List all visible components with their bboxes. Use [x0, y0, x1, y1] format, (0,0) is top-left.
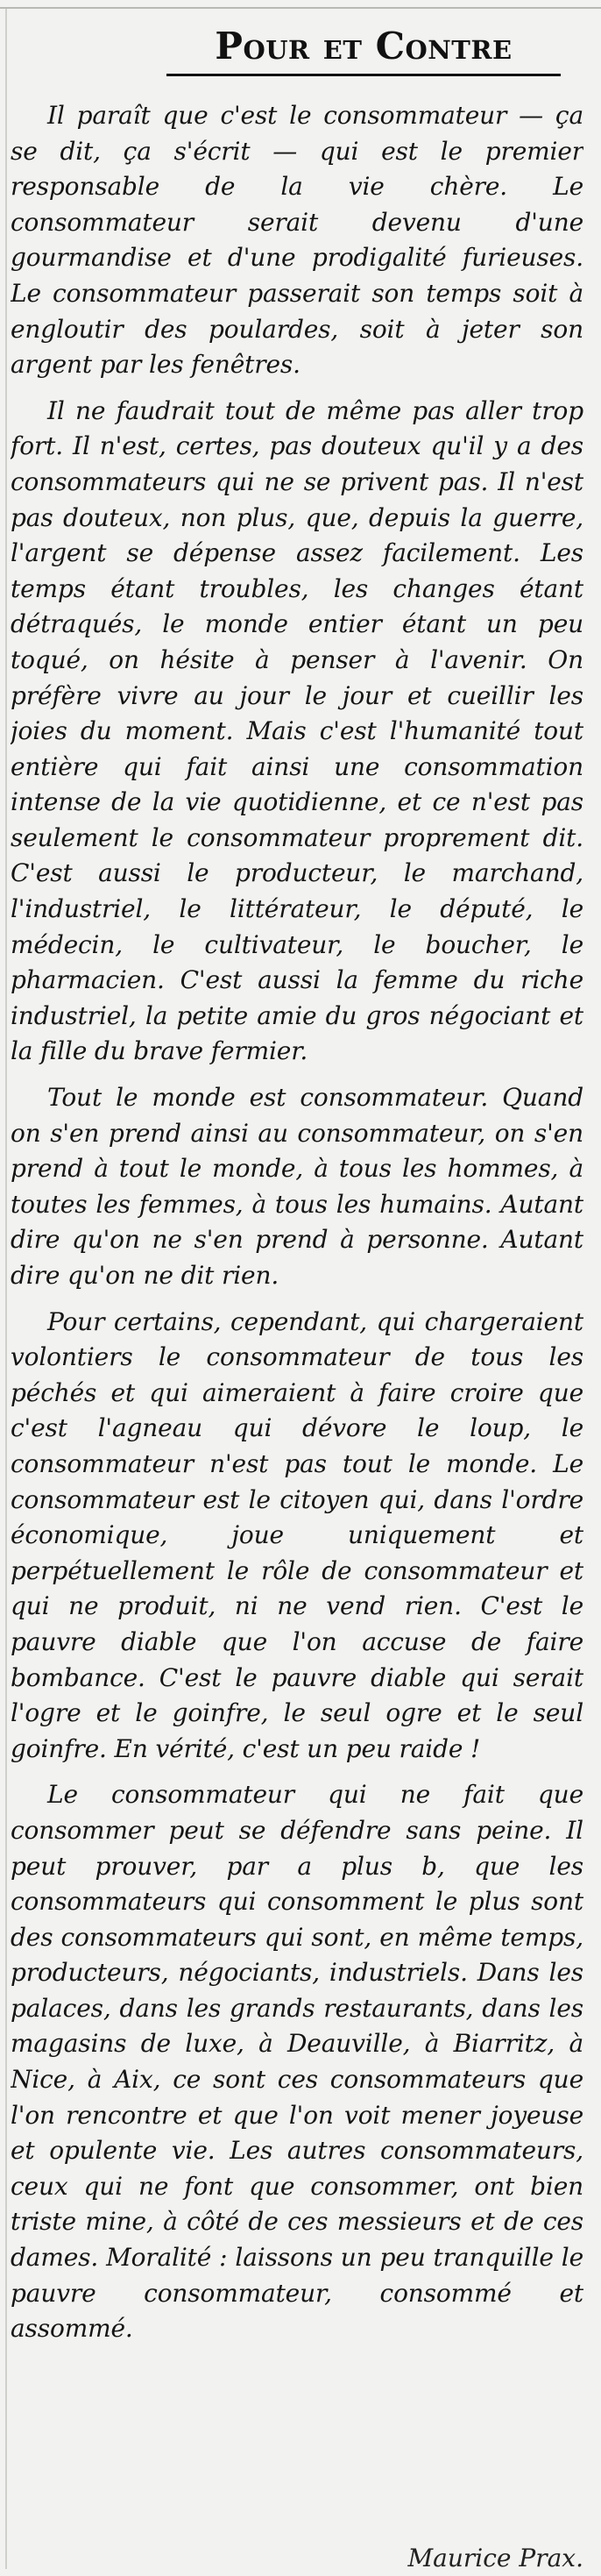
paragraph-1: Il paraît que c'est le consommateur — ça se dit, ça s'écrit — qui est le premier responsable de la vie chère. Le consommateur serait devenu d'une gourmandise et d'une prodigalité furieuses. Le consommateur passerait son temps soit à engloutir des poulardes, soit à jeter son argent par les fenêtres. [11, 101, 583, 380]
article-body [11, 98, 583, 2562]
title-block [0, 25, 601, 77]
paragraph-4: Pour certains, cependant, qui chargeraient volontiers le consommateur de tous les péchés et qui aimeraient à faire croire que c'est l'agneau qui dévore le loup, le consommateur n'est pas tout le monde. Le consommateur est le citoyen qui, dans l'ordre économique, joue uniquement et perpétuellement le rôle de consommateur et qui ne produit, ni ne vend rien. C'est le pauvre diable que l'on accuse de faire bombance. C'est le pauvre diable qui serait l'ogre et le goinfre, le seul ogre et le seul goinfre. En vérité, c'est un peu raide ! [11, 1306, 583, 1763]
paragraph-2: Il ne faudrait tout de même pas aller trop fort. Il n'est, certes, pas douteux qu'il y a des consommateurs qui ne se privent pas. Il n'est pas douteux, non plus, que, depuis la guerre, l'argent se dépense assez facilement. Les temps étant troubles, les changes étant détraqués, le monde entier étant un peu toqué, on hésite à penser à l'avenir. On préfère vivre au jour le jour et cueillir les joies du moment. Mais c'est l'humanité tout entière qui fait ainsi une consommation intense de la vie quotidienne, et ce n'est pas seulement le consommateur proprement dit. C'est aussi le producteur, le marchand, l'industriel, le littérateur, le député, le médecin, le cultivateur, le boucher, le pharmacien. C'est aussi la femme du riche industriel, la petite amie du gros négociant et la fille du brave fermier. [11, 395, 583, 1066]
author-signature: Maurice Prax. [407, 2544, 583, 2572]
title-underline [166, 74, 561, 76]
top-rule [0, 7, 601, 9]
left-column-rule [5, 9, 7, 2569]
paragraph-3: Tout le monde est consommateur. Quand on s'en prend ainsi au consommateur, on s'en prend à tout le monde, à tous les hommes, à toutes les femmes, à tous les humains. Autant dire qu'on ne s'en prend à personne. Autant dire qu'on ne dit rien. [11, 1083, 583, 1290]
article-title: Pour et Contre [215, 25, 513, 68]
paragraph-5: Le consommateur qui ne fait que consommer peut se défendre sans peine. Il peut prouver, par a plus b, que les consommateurs qui consomment le plus sont des consommateurs qui sont, en même temps, producteurs, négociants, industriels. Dans les palaces, dans les grands restaurants, dans les magasins de luxe, à Deauville, à Biarritz, à Nice, à Aix, ce sont ces consommateurs que l'on rencontre et que l'on voit mener joyeuse et opulente vie. Les autres consommateurs, ceux qui ne font que consommer, ont bien triste mine, à côté de ces messieurs et de ces dames. Moralité : laissons un peu tranquille le pauvre consommateur, consommé et assommé. [11, 1780, 583, 2344]
